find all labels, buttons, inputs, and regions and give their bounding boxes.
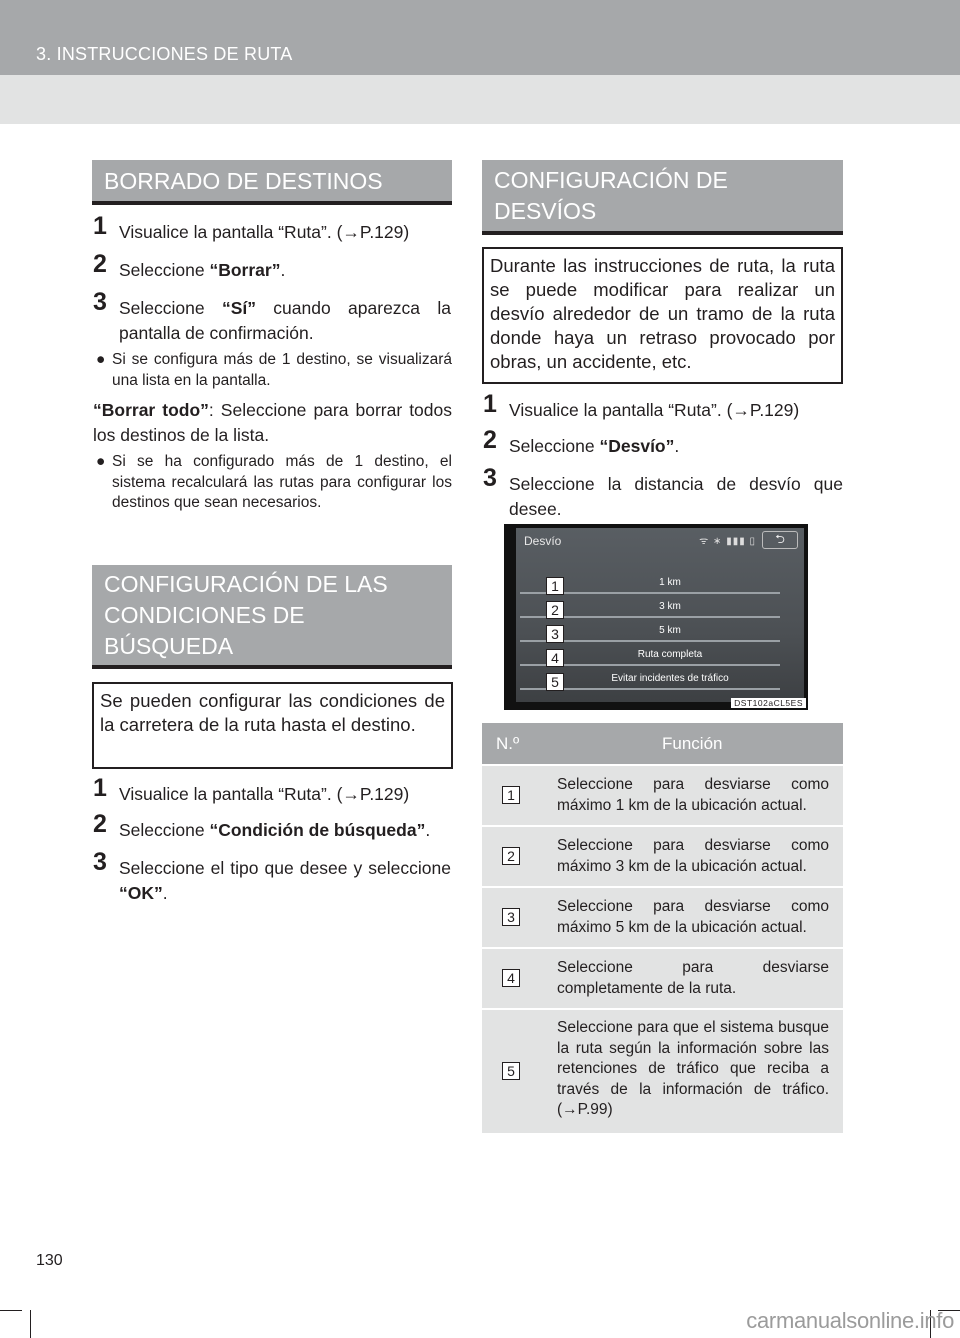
step-number: 1 xyxy=(93,212,107,240)
step-text: Visualice la pantalla “Ruta”. (→P.129) xyxy=(119,784,410,804)
keyword: “Desvío” xyxy=(599,436,675,456)
step-1 xyxy=(483,390,843,424)
step-number: 3 xyxy=(483,464,497,492)
step-3 xyxy=(93,848,453,906)
step-text: Seleccione “Desvío”. xyxy=(509,436,680,456)
keyword: “Condición de búsqueda” xyxy=(209,820,426,840)
option-3km[interactable]: 3 km xyxy=(520,598,780,618)
section-title-line: DESVÍOS xyxy=(494,198,597,224)
section-title-line: CONFIGURACIÓN DE LAS xyxy=(104,571,388,597)
step-1 xyxy=(93,774,453,808)
screen-title: Desvío xyxy=(524,534,562,548)
row-description: Seleccione para desviarse como máximo 1 km de la ubicación actual. xyxy=(557,776,829,814)
section-title-text: BORRADO DE DESTINOS xyxy=(104,168,383,194)
row-description: Seleccione para desviarse completamente de la ruta. xyxy=(557,959,829,997)
step-number: 2 xyxy=(483,426,497,454)
row-number: 4 xyxy=(502,969,520,987)
table-row xyxy=(482,947,843,1008)
step-2 xyxy=(483,426,843,460)
chapter-title: 3. INSTRUCCIONES DE RUTA xyxy=(36,44,293,64)
callout-1: 1 xyxy=(546,577,564,595)
step-text: Seleccione “Sí” cuando aparezca la pantalla de confirmación. xyxy=(119,298,451,343)
note-bullet xyxy=(96,350,452,391)
row-number: 1 xyxy=(502,786,520,804)
note-text: Si se ha configurado más de 1 destino, el sistema recalculará las rutas para configurar los destinos que sean necesarios. xyxy=(112,453,452,511)
status-icons: ᯤ ∗ ▮▮▮ ▯ xyxy=(699,536,756,547)
section-title-line: BÚSQUEDA xyxy=(104,633,234,659)
step-text: Seleccione el tipo que desee y seleccione “OK”. xyxy=(119,858,451,903)
keyword: “Borrar” xyxy=(209,260,281,280)
function-table xyxy=(482,723,843,1133)
step-number: 1 xyxy=(483,390,497,418)
page-number: 130 xyxy=(36,1252,63,1269)
row-description: Seleccione para desviarse como máximo 3 km de la ubicación actual. xyxy=(557,837,829,875)
bullet-icon: ● xyxy=(96,351,106,368)
table-row xyxy=(482,825,843,886)
detour-screen-illustration xyxy=(504,524,808,710)
page-header xyxy=(0,0,960,124)
step-3 xyxy=(483,464,843,522)
section-title-condiciones xyxy=(92,565,452,669)
step-number: 2 xyxy=(93,810,107,838)
note-bullet xyxy=(96,452,452,514)
step-number: 2 xyxy=(93,250,107,278)
crop-mark xyxy=(30,1310,31,1338)
note-text: Si se configura más de 1 destino, se visualizará una lista en la pantalla. xyxy=(112,351,452,389)
table-row xyxy=(482,764,843,825)
row-description: Seleccione para que el sistema busque la ruta según la información sobre las retenciones de tráfico que reciba a través de la información de tráfico. (→P.99) xyxy=(557,1019,829,1118)
row-number: 2 xyxy=(502,847,520,865)
back-icon[interactable]: ⮌ xyxy=(762,531,798,549)
step-number: 1 xyxy=(93,774,107,802)
step-3 xyxy=(93,288,453,346)
crop-mark xyxy=(0,1310,22,1311)
step-1 xyxy=(93,212,453,246)
step-text: Seleccione la distancia de desvío que desee. xyxy=(509,474,843,519)
table-header xyxy=(482,723,843,764)
watermark: carmanualsonline.info xyxy=(746,1308,954,1333)
callout-2: 2 xyxy=(546,601,564,619)
section-title-desvios xyxy=(482,160,843,235)
paragraph-borrar-todo: “Borrar todo”: Seleccione para borrar todos los destinos de la lista. xyxy=(93,400,452,445)
step-text: Seleccione “Borrar”. xyxy=(119,260,286,280)
display-screen xyxy=(516,528,804,702)
keyword: “OK” xyxy=(119,883,163,903)
intro-box-desvios: Durante las instrucciones de ruta, la ruta se puede modificar para realizar un desvío alrededor de un tramo de la ruta donde haya un retraso provocado por obras, un accidente, etc. xyxy=(482,247,843,384)
option-5km[interactable]: 5 km xyxy=(520,622,780,642)
bullet-icon: ● xyxy=(96,453,106,470)
step-text: Visualice la pantalla “Ruta”. (→P.129) xyxy=(509,400,800,420)
keyword: “Sí” xyxy=(221,298,256,318)
step-2 xyxy=(93,250,453,284)
intro-box-condiciones: Se pueden configurar las condiciones de la carretera de la ruta hasta el destino. xyxy=(92,682,453,769)
section-title-line: CONFIGURACIÓN DE xyxy=(494,167,728,193)
header-number: N.º xyxy=(496,734,520,753)
step-text: Visualice la pantalla “Ruta”. (→P.129) xyxy=(119,222,410,242)
option-avoid-traffic[interactable]: Evitar incidentes de tráfico xyxy=(520,670,780,690)
step-2 xyxy=(93,810,453,844)
keyword: “Borrar todo” xyxy=(93,400,209,420)
option-full-route[interactable]: Ruta completa xyxy=(520,646,780,666)
step-number: 3 xyxy=(93,848,107,876)
option-1km[interactable]: 1 km xyxy=(520,574,780,594)
row-description: Seleccione para desviarse como máximo 5 km de la ubicación actual. xyxy=(557,898,829,936)
table-row xyxy=(482,1008,843,1133)
section-title-borrado xyxy=(92,160,452,205)
row-number: 5 xyxy=(502,1062,520,1080)
step-text: Seleccione “Condición de búsqueda”. xyxy=(119,820,431,840)
callout-3: 3 xyxy=(546,625,564,643)
table-row xyxy=(482,886,843,947)
section-title-line: CONDICIONES DE xyxy=(104,602,305,628)
image-code: DST102aCL5ES xyxy=(731,698,806,708)
header-function: Función xyxy=(662,734,723,753)
callout-5: 5 xyxy=(546,673,564,691)
row-number: 3 xyxy=(502,908,520,926)
callout-4: 4 xyxy=(546,649,564,667)
step-number: 3 xyxy=(93,288,107,316)
